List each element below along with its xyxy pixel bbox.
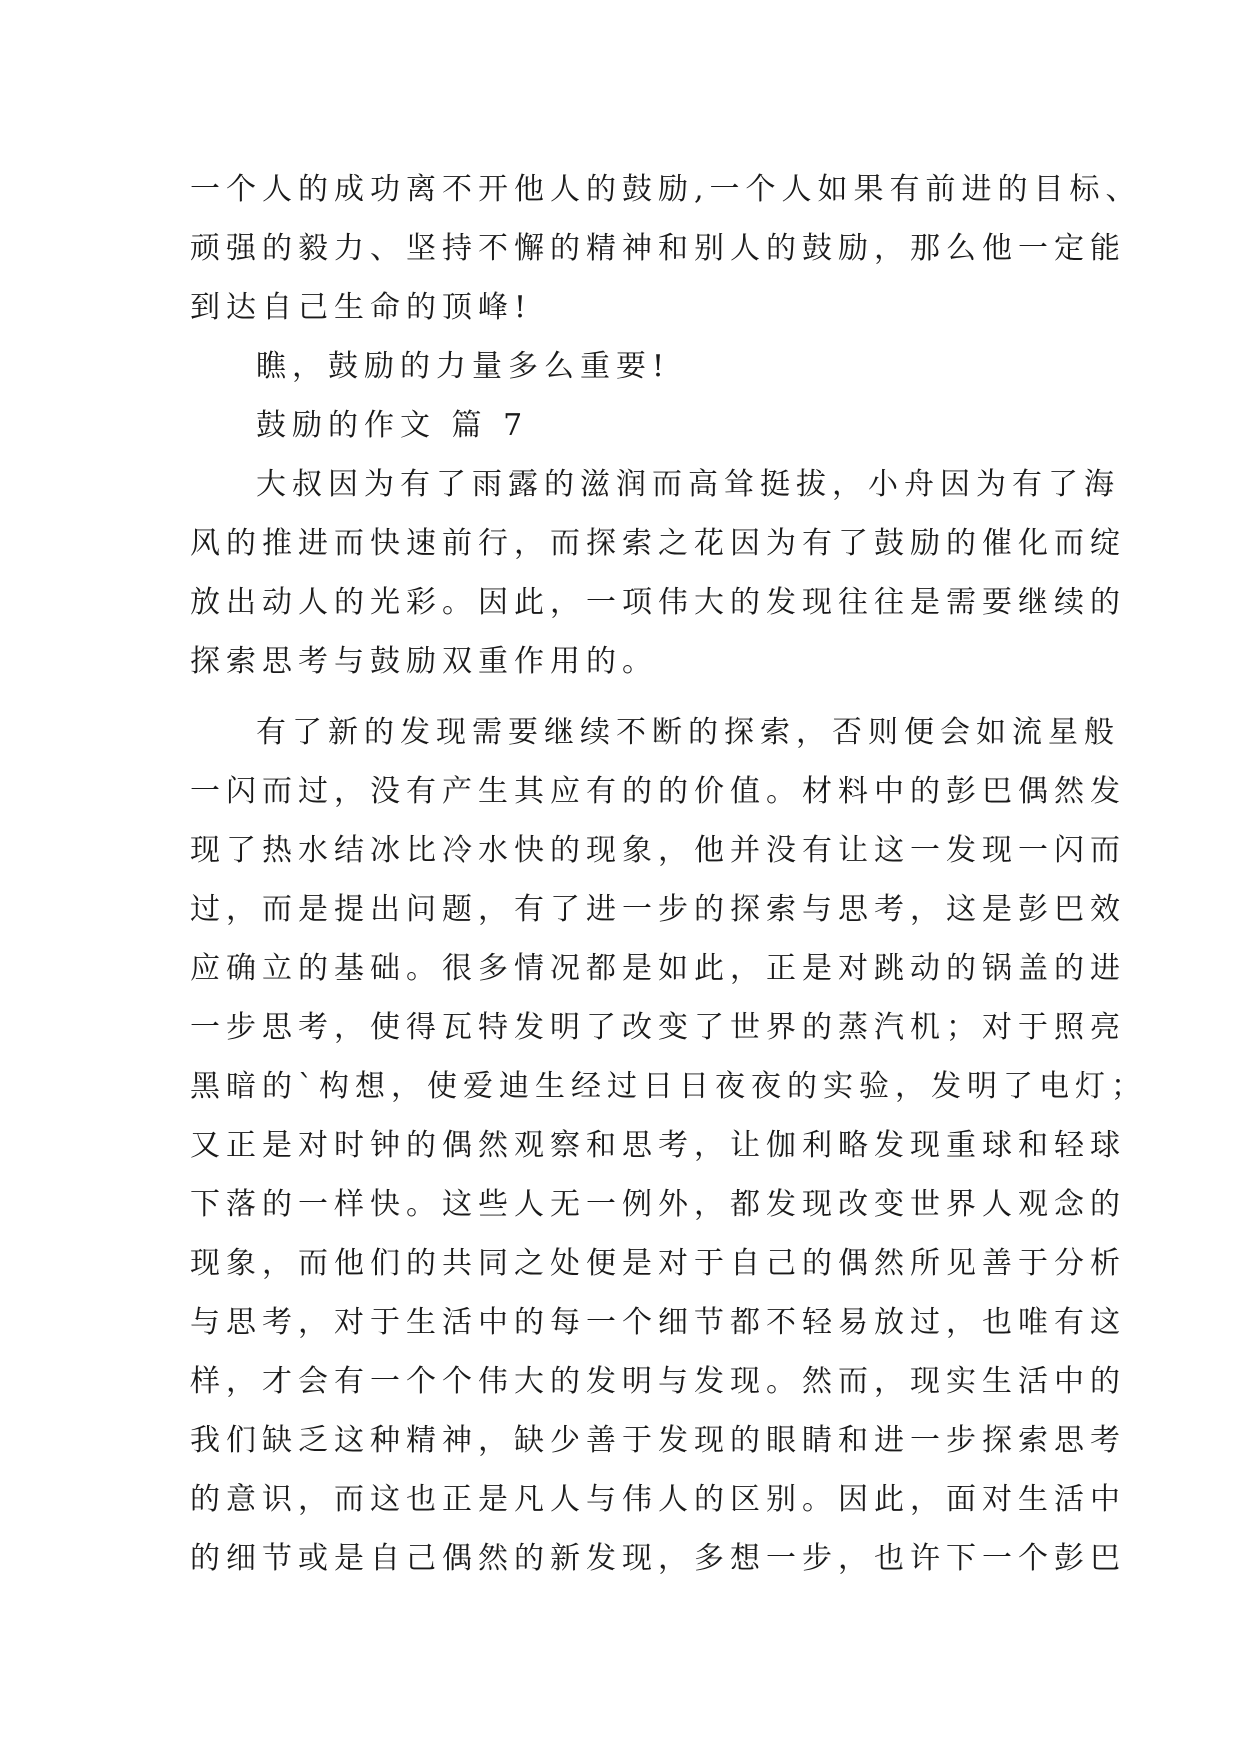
paragraph-line: 顽强的毅力、坚持不懈的精神和别人的鼓励，那么他一定能 [190, 231, 1126, 266]
paragraph-line: 现象，而他们的共同之处便是对于自己的偶然所见善于分析 [190, 1246, 1126, 1281]
paragraph-line: 下落的一样快。这些人无一例外，都发现改变世界人观念的 [190, 1187, 1126, 1222]
section-heading: 鼓励的作文 篇 7 [256, 408, 529, 443]
paragraph-line: 到达自己生命的顶峰! [190, 290, 533, 325]
paragraph-line: 的意识，而这也正是凡人与伟人的区别。因此，面对生活中 [190, 1482, 1126, 1517]
paragraph-line: 瞧，鼓励的力量多么重要! [256, 349, 671, 384]
paragraph-line: 过，而是提出问题，有了进一步的探索与思考，这是彭巴效 [190, 892, 1126, 927]
paragraph-line: 有了新的发现需要继续不断的探索，否则便会如流星般 [256, 715, 1120, 750]
paragraph-line: 应确立的基础。很多情况都是如此，正是对跳动的锅盖的进 [190, 951, 1126, 986]
paragraph-line: 又正是对时钟的偶然观察和思考，让伽利略发现重球和轻球 [190, 1128, 1126, 1163]
paragraph-line: 风的推进而快速前行，而探索之花因为有了鼓励的催化而绽 [190, 526, 1126, 561]
paragraph-line: 现了热水结冰比冷水快的现象，他并没有让这一发现一闪而 [190, 833, 1126, 868]
paragraph-line: 与思考，对于生活中的每一个细节都不轻易放过，也唯有这 [190, 1305, 1126, 1340]
document-body [190, 160, 1147, 1588]
paragraph-line: 大叔因为有了雨露的滋润而高耸挺拔，小舟因为有了海 [256, 467, 1120, 502]
paragraph-line: 一闪而过，没有产生其应有的的价值。材料中的彭巴偶然发 [190, 774, 1126, 809]
paragraph-line: 黑暗的`构想，使爱迪生经过日日夜夜的实验，发明了电灯； [190, 1069, 1147, 1104]
paragraph-line: 一个人的成功离不开他人的鼓励,一个人如果有前进的目标、 [190, 172, 1142, 207]
paragraph-line: 一步思考，使得瓦特发明了改变了世界的蒸汽机；对于照亮 [190, 1010, 1126, 1045]
paragraph-line: 的细节或是自己偶然的新发现，多想一步，也许下一个彭巴 [190, 1541, 1126, 1576]
paragraph-line: 放出动人的光彩。因此，一项伟大的发现往往是需要继续的 [190, 585, 1126, 620]
paragraph-line: 样，才会有一个个伟大的发明与发现。然而，现实生活中的 [190, 1364, 1126, 1399]
paragraph-line: 探索思考与鼓励双重作用的。 [190, 644, 658, 679]
paragraph-line: 我们缺乏这种精神，缺少善于发现的眼睛和进一步探索思考 [190, 1423, 1126, 1458]
